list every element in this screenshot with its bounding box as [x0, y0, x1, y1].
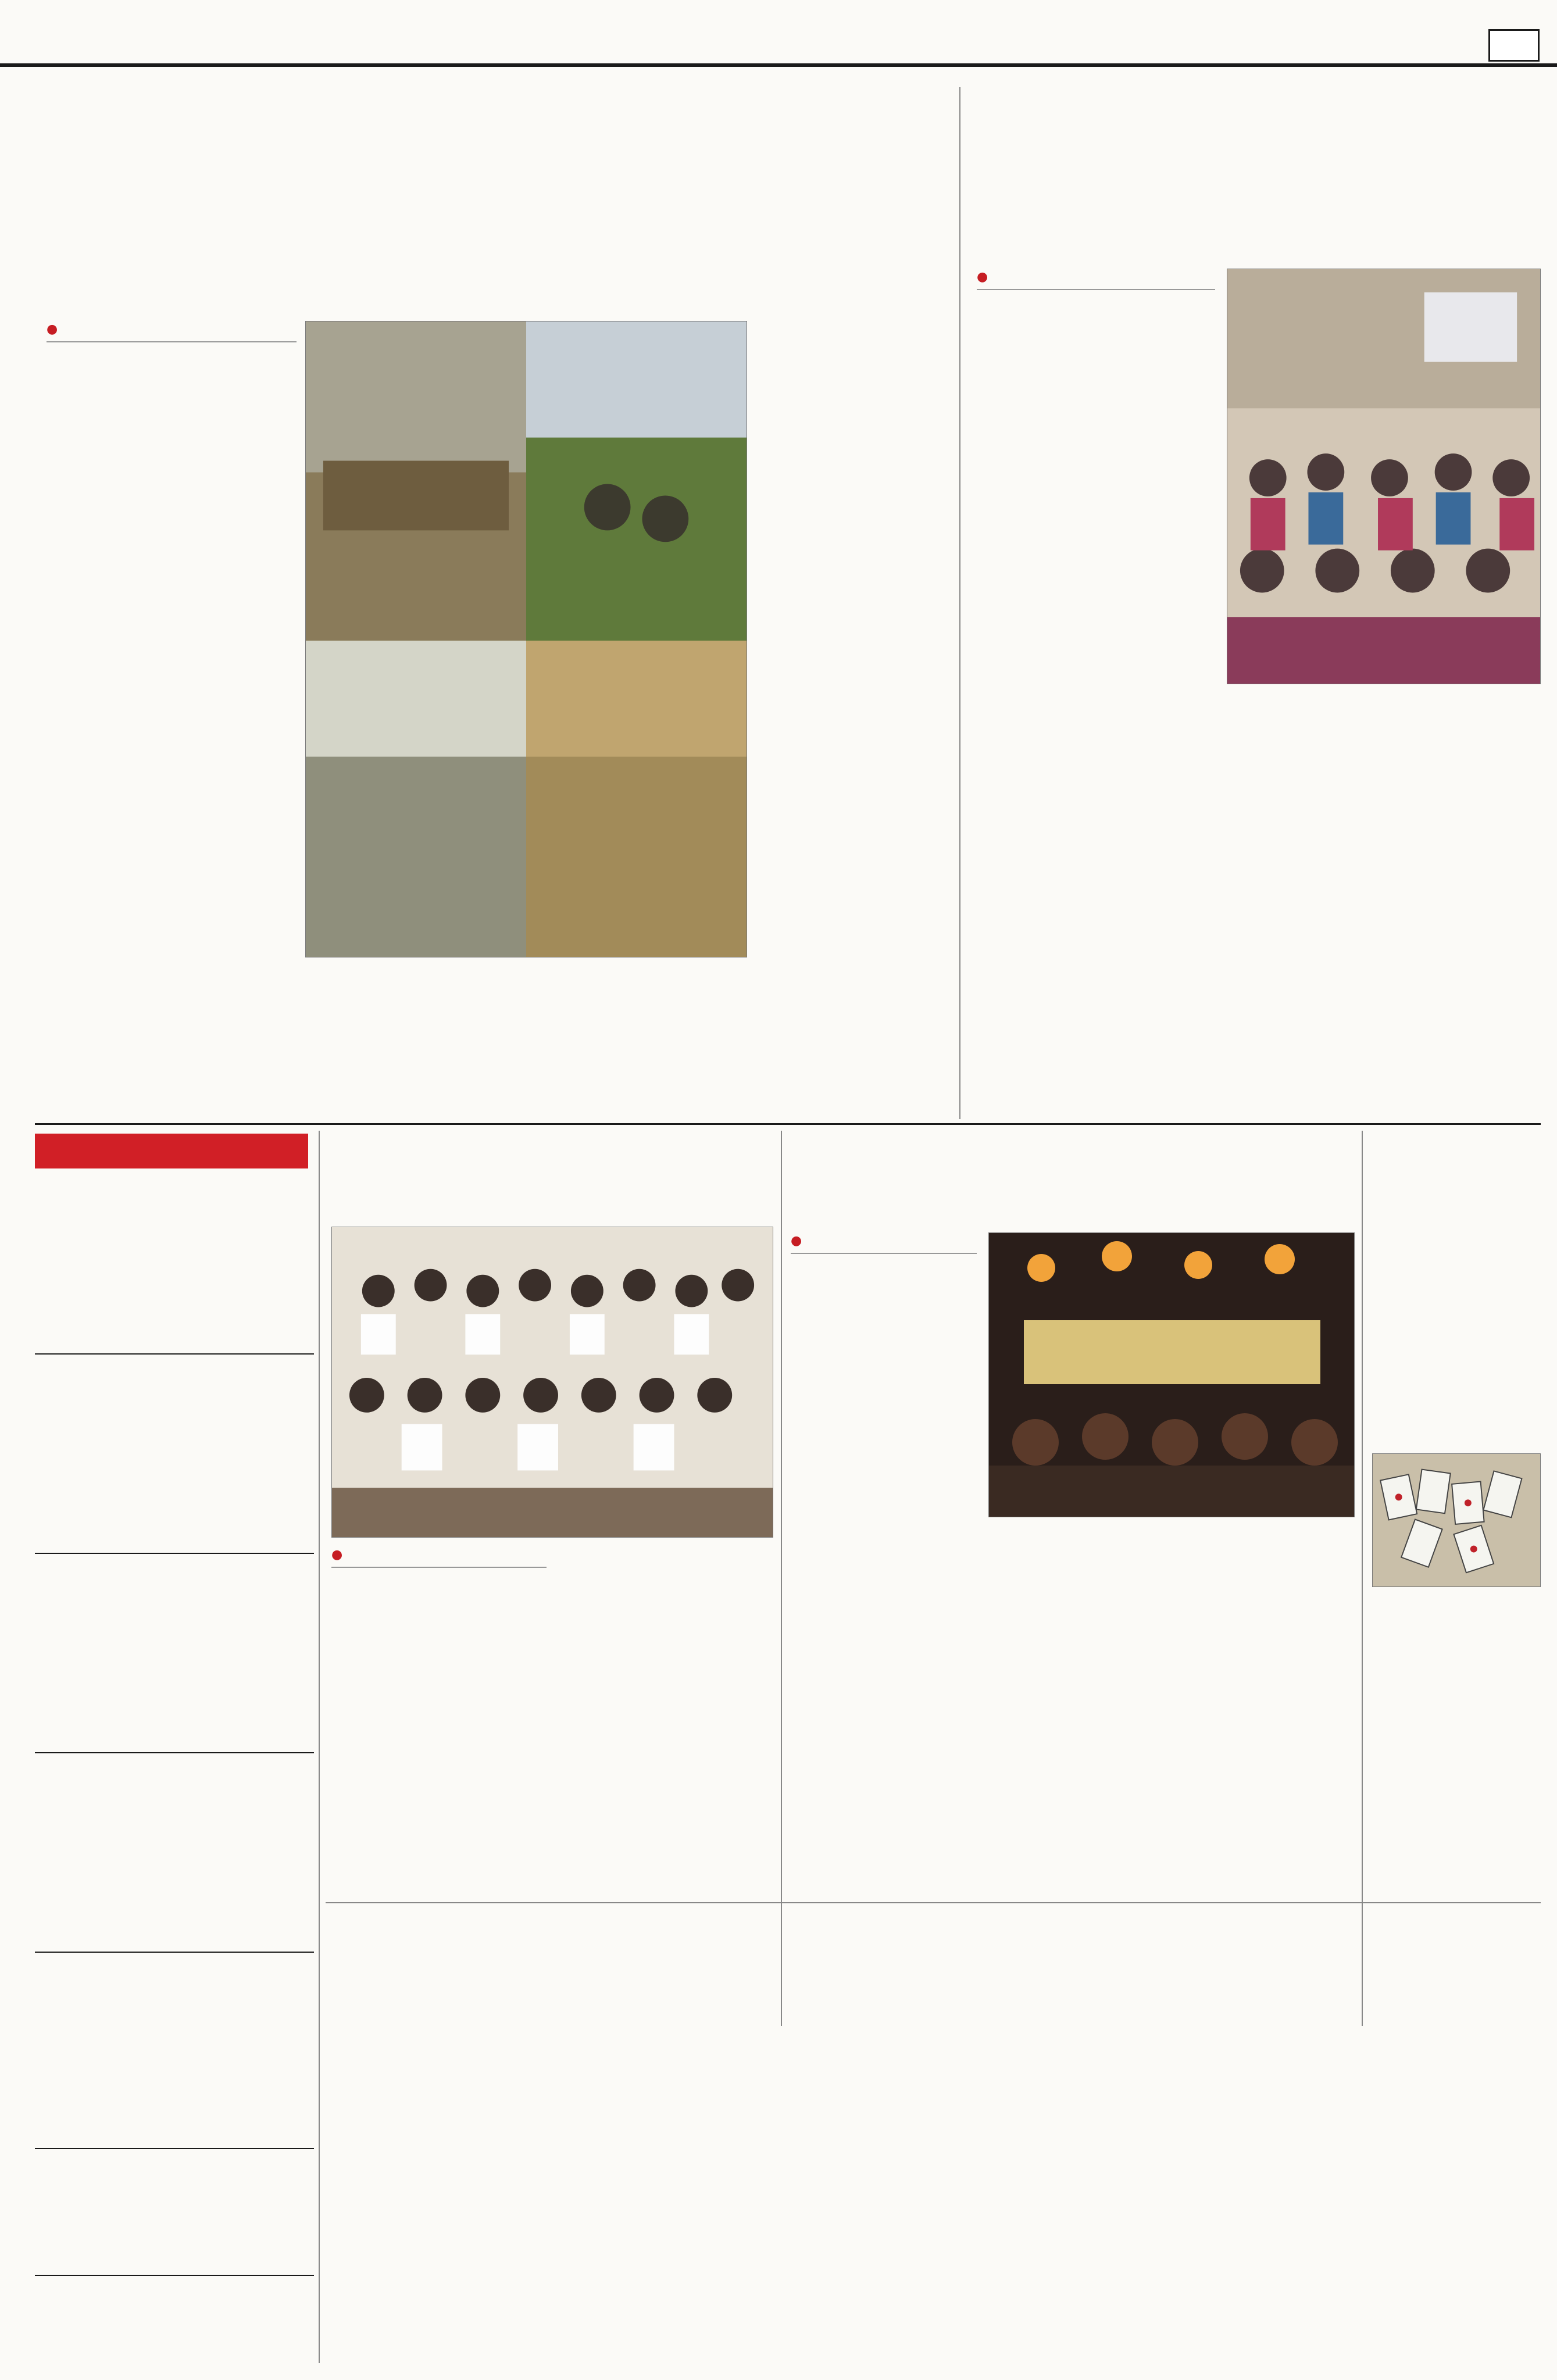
story1-col-2: [305, 965, 535, 1116]
brief-item-text: [35, 1957, 314, 2143]
row-divider: [326, 1902, 1541, 1903]
byline-email[interactable]: [977, 287, 1215, 290]
story1-byline-block: ●: [47, 321, 297, 342]
story5-col-2: [1372, 1596, 1541, 1892]
brief-item: [35, 2281, 314, 2372]
story1-col-3: [541, 965, 747, 1116]
story3-byline-block: ●: [331, 1546, 547, 1568]
story2-col-2: [1227, 695, 1378, 1113]
story4-photo: [988, 1232, 1355, 1517]
brief-item: [35, 1559, 314, 1748]
story2-col-3: [1390, 695, 1541, 1113]
page-number: [1488, 29, 1540, 62]
brief-item-text: [35, 1174, 314, 1349]
brief-divider: [35, 1952, 314, 1953]
column-divider: [959, 87, 960, 1119]
story5-col-1: [1372, 1206, 1541, 1450]
story2-col-1: [977, 320, 1215, 1116]
story4-col-3: [1174, 1526, 1355, 2026]
story1-col-1: [47, 372, 297, 994]
brief-item-text: [35, 2281, 314, 2372]
brief-item-text: [35, 1758, 314, 1947]
masthead: [0, 0, 1557, 67]
column-divider: [781, 1131, 782, 2026]
story5-photo: [1372, 1453, 1541, 1587]
story4-photo-scene: [989, 1233, 1355, 1517]
story2-byline-block: ●: [977, 269, 1215, 290]
story1-col-4: [756, 321, 948, 1117]
story1-photo: [305, 321, 747, 957]
brief-divider: [35, 2148, 314, 2149]
brief-item: [35, 1957, 314, 2143]
brief-item: [35, 1758, 314, 1947]
column-divider: [1362, 1131, 1363, 2026]
brief-title: [35, 1134, 308, 1168]
brief-divider: [35, 1553, 314, 1554]
story4-col-2: [988, 1526, 1166, 2026]
brief-item-text: [35, 1559, 314, 1748]
story4-byline-block: ●: [791, 1232, 977, 1254]
story3-col-1: [331, 1596, 547, 2026]
byline-email[interactable]: [791, 1250, 977, 1254]
brief-divider: [35, 1353, 314, 1355]
story4-col-1: [791, 1282, 977, 2026]
story3-photo: [331, 1227, 773, 1538]
brief-item-text: [35, 2154, 314, 2270]
brief-item-text: [35, 1359, 314, 1548]
brief-divider: [35, 2275, 314, 2276]
brief-list: [35, 1174, 314, 2372]
brief-item: [35, 1174, 314, 1349]
brief-item: [35, 2154, 314, 2270]
byline-email[interactable]: [47, 339, 297, 342]
row-divider: [35, 1123, 1541, 1125]
story3-col-2: [558, 1546, 773, 2026]
story2-photo: [1227, 269, 1541, 684]
brief-divider: [35, 1752, 314, 1753]
brief-item: [35, 1359, 314, 1548]
column-divider: [319, 1131, 320, 2363]
byline-email[interactable]: [331, 1564, 547, 1568]
